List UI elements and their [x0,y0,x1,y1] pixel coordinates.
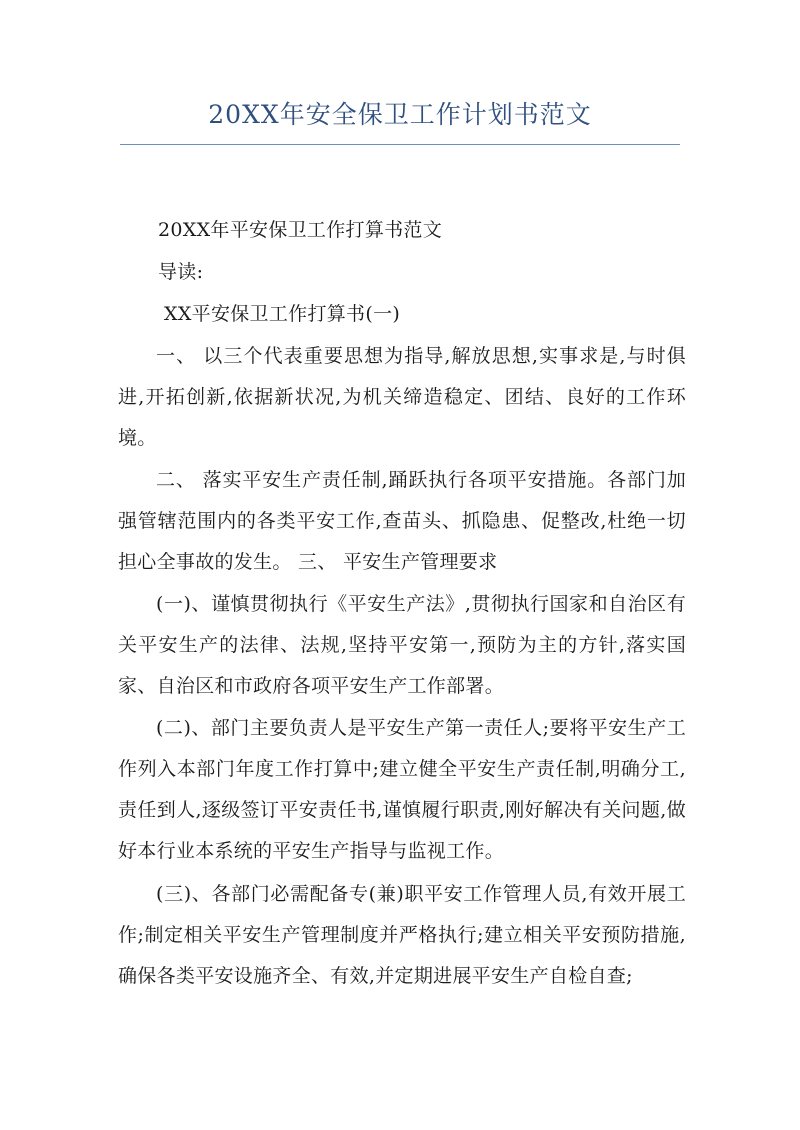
document-body [118,0,686,1130]
paragraph-5: (三)、各部门必需配备专(兼)职平安工作管理人员,有效开展工作;制定相关平安生产管理制度并严格执行;建立相关平安预防措施,确保各类平安设施齐全、有效,并定期进展平安生产自检自查; [118,883,686,987]
paragraph-3: (一)、谨慎贯彻执行《平安生产法》,贯彻执行国家和自治区有关平安生产的法律、法规,坚持平安第一,预防为主的方针,落实国家、自治区和市政府各项平安生产工作部署。 [118,593,686,697]
paragraph-2: 二、 落实平安生产责任制,踊跃执行各项平安措施。各部门加强管辖范围内的各类平安工作,查苗头、抓隐患、促整改,杜绝一切担心全事故的发生。 三、 平安生产管理要求 [118,469,686,573]
guide-label: 导读: [158,261,204,283]
section-heading: XX平安保卫工作打算书(一) [164,303,401,325]
paragraph-1: 一、 以三个代表重要思想为指导,解放思想,实事求是,与时俱进,开拓创新,依据新状况,为机关缔造稳定、团结、良好的工作环境。 [118,345,686,449]
paragraph-4: (二)、部门主要负责人是平安生产第一责任人;要将平安生产工作列入本部门年度工作打算中;建立健全平安生产责任制,明确分工,责任到人,逐级签订平安责任书,谨慎履行职责,刚好解决有关问题,做好本行业本系统的平安生产指导与监视工作。 [118,717,686,862]
document-title: 20XX年安全保卫工作计划书范文 [208,100,592,129]
subtitle: 20XX年平安保卫工作打算书范文 [158,219,443,241]
